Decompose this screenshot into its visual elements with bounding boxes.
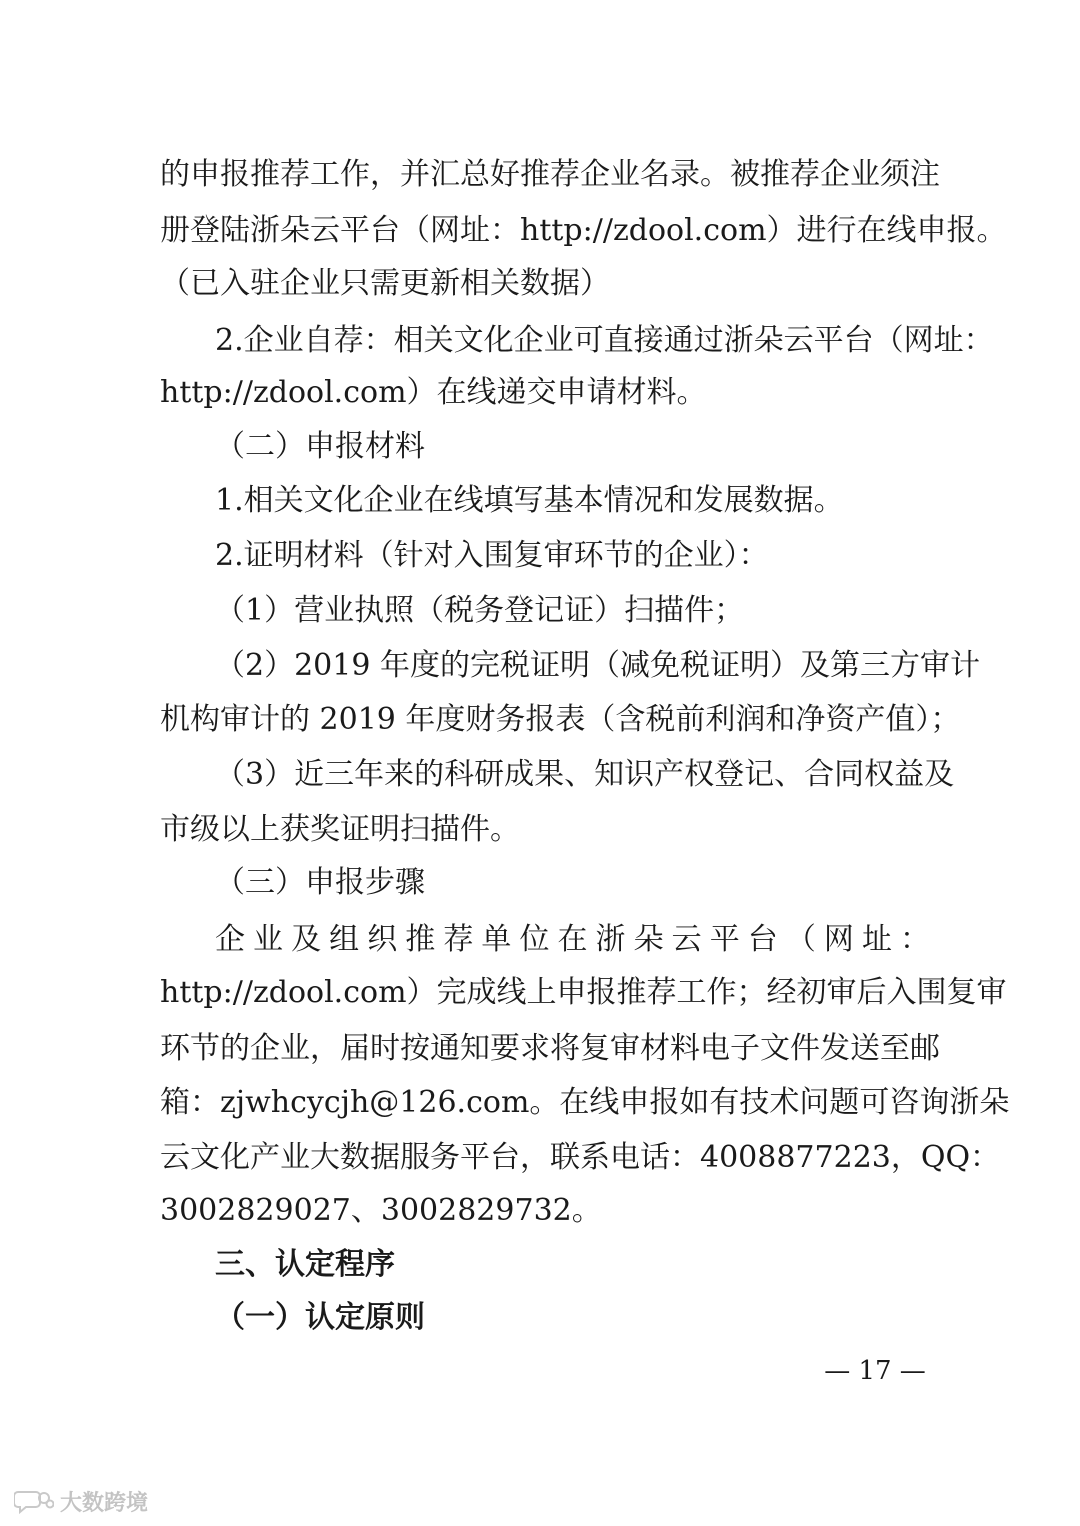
- paragraph-line: （已入驻企业只需更新相关数据）: [160, 266, 610, 301]
- paragraph-line: http://zdool.com）完成线上申报推荐工作；经初审后入围复审: [160, 975, 1007, 1010]
- watermark: [14, 1486, 148, 1516]
- paragraph-line: 册登陆浙朵云平台（网址：http://zdool.com）进行在线申报。: [160, 213, 1007, 248]
- section-heading: 三、认定程序: [215, 1247, 395, 1282]
- paragraph-line: （3）近三年来的科研成果、知识产权登记、合同权益及: [215, 757, 955, 792]
- paragraph-line: 的申报推荐工作，并汇总好推荐企业名录。被推荐企业须注: [160, 157, 940, 192]
- paragraph-line: （1）营业执照（税务登记证）扫描件；: [215, 593, 745, 628]
- paragraph-line: 云文化产业大数据服务平台，联系电话：4008877223，QQ：: [160, 1140, 1001, 1175]
- paragraph-line: 机构审计的 2019 年度财务报表（含税前利润和净资产值）；: [160, 702, 961, 737]
- section-heading: （二）申报材料: [215, 429, 425, 464]
- paragraph-line: 环节的企业，届时按通知要求将复审材料电子文件发送至邮: [160, 1031, 940, 1066]
- paragraph-line: 1.相关文化企业在线填写基本情况和发展数据。: [215, 483, 844, 518]
- page-number: — 17 —: [824, 1356, 926, 1386]
- section-heading: （三）申报步骤: [215, 865, 425, 900]
- speech-bubble-logo-icon: [14, 1488, 54, 1514]
- paragraph-line: （2）2019 年度的完税证明（减免税证明）及第三方审计: [215, 648, 980, 683]
- watermark-text: 大数跨境: [60, 1490, 149, 1516]
- subsection-heading: （一）认定原则: [215, 1300, 425, 1335]
- paragraph-line: 企业及组织推荐单位在浙朵云平台（网址：: [215, 922, 930, 957]
- paragraph-line: 箱：zjwhcycjh@126.com。在线申报如有技术问题可咨询浙朵: [160, 1085, 1010, 1120]
- paragraph-line: 2.企业自荐：相关文化企业可直接通过浙朵云平台（网址：: [215, 323, 994, 358]
- paragraph-line: 2.证明材料（针对入围复审环节的企业）：: [215, 538, 769, 573]
- paragraph-line: 3002829027、3002829732。: [160, 1193, 602, 1228]
- paragraph-line: 市级以上获奖证明扫描件。: [160, 812, 520, 847]
- paragraph-line: http://zdool.com）在线递交申请材料。: [160, 375, 707, 410]
